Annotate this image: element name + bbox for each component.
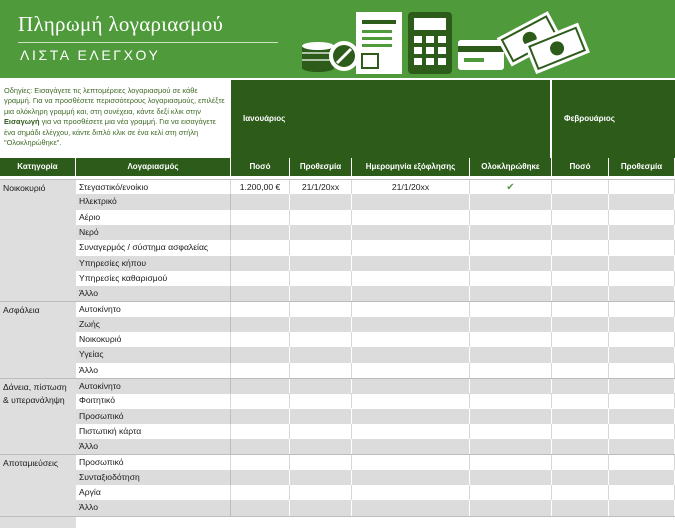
- amount-cell[interactable]: [231, 363, 290, 378]
- invoice-icon: [356, 12, 402, 74]
- bill-name-cell[interactable]: Προσωπικό: [76, 409, 231, 424]
- bill-name-cell[interactable]: Συνταξιοδότηση: [76, 470, 231, 485]
- amount2-cell[interactable]: [552, 225, 609, 240]
- done-cell[interactable]: [470, 409, 552, 424]
- amount2-cell[interactable]: [552, 332, 609, 347]
- amount-cell[interactable]: [231, 485, 290, 500]
- amount2-cell[interactable]: [552, 363, 609, 378]
- due-cell[interactable]: [290, 500, 352, 515]
- bill-name-cell[interactable]: Αυτοκίνητο: [76, 302, 231, 317]
- due-cell[interactable]: [290, 194, 352, 209]
- amount-cell[interactable]: [231, 225, 290, 240]
- amount-cell[interactable]: [231, 393, 290, 408]
- table-row[interactable]: [76, 424, 675, 439]
- amount2-cell[interactable]: [552, 240, 609, 255]
- done-cell[interactable]: [470, 424, 552, 439]
- due-cell[interactable]: [290, 240, 352, 255]
- table-header-row: [0, 158, 675, 176]
- paid-date-cell[interactable]: [352, 194, 470, 209]
- done-cell[interactable]: [470, 302, 552, 317]
- coins-icon: [302, 41, 359, 72]
- due2-cell[interactable]: [609, 317, 675, 332]
- amount-cell[interactable]: [231, 470, 290, 485]
- due2-cell[interactable]: [609, 302, 675, 317]
- paid-date-cell[interactable]: [352, 225, 470, 240]
- due-cell[interactable]: [290, 347, 352, 362]
- bill-name-cell[interactable]: Αυτοκίνητο: [76, 379, 231, 394]
- amount2-cell[interactable]: [552, 317, 609, 332]
- done-cell[interactable]: [470, 180, 552, 195]
- done-cell[interactable]: [470, 271, 552, 286]
- table-row[interactable]: [76, 317, 675, 332]
- paid-date-cell[interactable]: [352, 455, 470, 470]
- done-cell[interactable]: [470, 210, 552, 225]
- done-cell[interactable]: [470, 286, 552, 301]
- due2-cell[interactable]: [609, 286, 675, 301]
- bill-name-cell[interactable]: Άλλο: [76, 439, 231, 454]
- due-cell[interactable]: [290, 256, 352, 271]
- bill-name-cell[interactable]: Προσωπικό: [76, 455, 231, 470]
- due2-cell[interactable]: [609, 470, 675, 485]
- paid-date-cell[interactable]: [352, 470, 470, 485]
- category-cell[interactable]: Δάνεια, πίστωση & υπερανάληψη: [0, 378, 76, 455]
- table-row[interactable]: [76, 225, 675, 240]
- bill-name-cell[interactable]: Άλλο: [76, 363, 231, 378]
- table-row[interactable]: [76, 240, 675, 255]
- table-row[interactable]: [76, 409, 675, 424]
- paid-date-cell[interactable]: [352, 485, 470, 500]
- done-cell[interactable]: [470, 470, 552, 485]
- paid-date-cell[interactable]: [352, 332, 470, 347]
- amount-cell[interactable]: [231, 347, 290, 362]
- finance-illustration-icon: [296, 6, 596, 76]
- month-band-january: [231, 80, 550, 158]
- due-cell[interactable]: [290, 424, 352, 439]
- table-row[interactable]: [76, 500, 675, 515]
- table-row[interactable]: [76, 271, 675, 286]
- done-cell[interactable]: [470, 240, 552, 255]
- table-row[interactable]: [76, 470, 675, 485]
- done-cell[interactable]: [470, 379, 552, 394]
- amount2-cell[interactable]: [552, 409, 609, 424]
- month-band-february: [552, 80, 675, 158]
- category-cell[interactable]: Αποταμιεύσεις: [0, 454, 76, 515]
- bill-name-cell[interactable]: Νερό: [76, 225, 231, 240]
- done-cell[interactable]: [470, 439, 552, 454]
- paid-date-cell[interactable]: [352, 210, 470, 225]
- due2-cell[interactable]: [609, 210, 675, 225]
- paid-date-cell[interactable]: [352, 302, 470, 317]
- paid-date-cell[interactable]: [352, 409, 470, 424]
- table-row[interactable]: [76, 256, 675, 271]
- due2-cell[interactable]: [609, 393, 675, 408]
- paid-date-cell[interactable]: [352, 439, 470, 454]
- category-cell[interactable]: Ασφάλεια: [0, 301, 76, 378]
- paid-date-cell[interactable]: [352, 317, 470, 332]
- amount2-cell[interactable]: [552, 379, 609, 394]
- amount-cell[interactable]: [231, 439, 290, 454]
- checkmark-icon: ✔: [506, 182, 515, 193]
- header-banner: [0, 0, 675, 78]
- amount-cell[interactable]: [231, 332, 290, 347]
- bill-name-cell[interactable]: Άλλο: [76, 286, 231, 301]
- bill-name-cell[interactable]: Φοιτητικό: [76, 393, 231, 408]
- month-label-january: Ιανουάριος: [243, 114, 286, 123]
- table-row[interactable]: [76, 301, 675, 317]
- amount2-cell[interactable]: [552, 210, 609, 225]
- bill-name-cell[interactable]: Πιστωτική κάρτα: [76, 424, 231, 439]
- table-row[interactable]: [76, 378, 675, 394]
- due2-cell[interactable]: [609, 256, 675, 271]
- done-cell[interactable]: [470, 194, 552, 209]
- page-subtitle: ΛΙΣΤΑ ΕΛΕΓΧΟΥ: [20, 47, 161, 63]
- amount-cell[interactable]: [231, 256, 290, 271]
- amount2-cell[interactable]: [552, 470, 609, 485]
- amount2-cell[interactable]: [552, 424, 609, 439]
- done-cell[interactable]: [470, 455, 552, 470]
- done-cell[interactable]: [470, 332, 552, 347]
- paid-date-cell[interactable]: [352, 271, 470, 286]
- table-row[interactable]: [76, 439, 675, 454]
- due2-cell[interactable]: [609, 194, 675, 209]
- paid-date-cell[interactable]: [352, 347, 470, 362]
- month-label-february: Φεβρουάριος: [564, 114, 615, 123]
- table-row[interactable]: [76, 210, 675, 225]
- table-row[interactable]: [76, 286, 675, 301]
- bill-name-cell[interactable]: Αέριο: [76, 210, 231, 225]
- paid-date-cell[interactable]: [352, 363, 470, 378]
- due-cell[interactable]: [290, 379, 352, 394]
- due2-cell[interactable]: [609, 180, 675, 195]
- table-row[interactable]: [76, 393, 675, 408]
- bill-name-cell[interactable]: Άλλο: [76, 500, 231, 515]
- amount-cell[interactable]: 1.200,00 €: [231, 180, 290, 195]
- col-header-paid-date[interactable]: Ημερομηνία εξόφλησης: [352, 158, 470, 176]
- amount2-cell[interactable]: [552, 256, 609, 271]
- due2-cell[interactable]: [609, 363, 675, 378]
- bill-name-cell[interactable]: Στεγαστικό/ενοίκιο: [76, 180, 231, 195]
- bill-name-cell[interactable]: Ζωής: [76, 317, 231, 332]
- due-cell[interactable]: [290, 286, 352, 301]
- amount2-cell[interactable]: [552, 194, 609, 209]
- amount-cell[interactable]: [231, 194, 290, 209]
- amount2-cell[interactable]: [552, 302, 609, 317]
- due-cell[interactable]: [290, 210, 352, 225]
- table-row[interactable]: [76, 363, 675, 378]
- paid-date-cell[interactable]: [352, 256, 470, 271]
- due2-cell[interactable]: [609, 485, 675, 500]
- table-row[interactable]: [76, 179, 675, 195]
- due2-cell[interactable]: [609, 379, 675, 394]
- table-row[interactable]: [76, 516, 675, 532]
- amount-cell[interactable]: [231, 455, 290, 470]
- done-cell[interactable]: [470, 256, 552, 271]
- due2-cell[interactable]: [609, 439, 675, 454]
- due-cell[interactable]: [290, 470, 352, 485]
- due-cell[interactable]: [290, 332, 352, 347]
- due-cell[interactable]: [290, 393, 352, 408]
- bill-name-cell[interactable]: Συναγερμός / σύστημα ασφαλείας: [76, 240, 231, 255]
- done-cell[interactable]: [470, 225, 552, 240]
- calculator-icon: [408, 12, 452, 74]
- done-cell[interactable]: [470, 393, 552, 408]
- amount-cell[interactable]: [231, 286, 290, 301]
- col-header-due[interactable]: Προθεσμία: [290, 158, 352, 176]
- done-cell[interactable]: [470, 485, 552, 500]
- col-header-done[interactable]: Ολοκληρώθηκε: [470, 158, 552, 176]
- amount-cell[interactable]: [231, 317, 290, 332]
- paid-date-cell[interactable]: [352, 379, 470, 394]
- table-row[interactable]: [76, 454, 675, 470]
- table-row[interactable]: [76, 347, 675, 362]
- amount-cell[interactable]: [231, 424, 290, 439]
- col-header-amount[interactable]: Ποσό: [231, 158, 290, 176]
- table-row[interactable]: [76, 194, 675, 209]
- done-cell[interactable]: [470, 500, 552, 515]
- due-cell[interactable]: [290, 409, 352, 424]
- due-cell[interactable]: [290, 271, 352, 286]
- amount2-cell[interactable]: [552, 286, 609, 301]
- due2-cell[interactable]: [609, 409, 675, 424]
- amount2-cell[interactable]: [552, 271, 609, 286]
- due-cell[interactable]: [290, 485, 352, 500]
- amount-cell[interactable]: [231, 302, 290, 317]
- bill-name-cell[interactable]: Ηλεκτρικό: [76, 194, 231, 209]
- bill-name-cell[interactable]: Υπηρεσίες καθαρισμού: [76, 271, 231, 286]
- bill-name-cell[interactable]: Υγείας: [76, 347, 231, 362]
- instructions-text: Οδηγίες: Εισαγάγετε τις λεπτομέρειες λογαριασμού σε κάθε γραμμή. Για να προσθέσετε περισσότερους λογαριασμούς, επιλέξτε μια ολόκληρη γραμμή και, στη συνέχεια, κάντε δεξί κλικ στην Εισαγωγή για να προσθέσετε μια νέα γραμμή. Για να εισαγάγετε ένα σημάδι ελέγχου, κάντε διπλό κλικ σε ένα κελί στη στήλη "Ολοκληρώθηκε".: [4, 86, 225, 148]
- due2-cell[interactable]: [609, 225, 675, 240]
- amount2-cell[interactable]: [552, 439, 609, 454]
- due-cell[interactable]: [290, 225, 352, 240]
- amount-cell[interactable]: [231, 240, 290, 255]
- paid-date-cell[interactable]: [352, 424, 470, 439]
- title-divider: [18, 42, 278, 43]
- amount2-cell[interactable]: [552, 180, 609, 195]
- amount2-cell[interactable]: [552, 347, 609, 362]
- amount2-cell[interactable]: [552, 393, 609, 408]
- bill-name-cell[interactable]: Νοικοκυριό: [76, 332, 231, 347]
- col-header-category[interactable]: Κατηγορία: [0, 158, 76, 176]
- done-cell[interactable]: [470, 363, 552, 378]
- done-cell[interactable]: [470, 347, 552, 362]
- credit-card-icon: [458, 40, 504, 70]
- category-cell[interactable]: [0, 516, 76, 528]
- paid-date-cell[interactable]: [352, 393, 470, 408]
- paid-date-cell[interactable]: [352, 286, 470, 301]
- due2-cell[interactable]: [609, 240, 675, 255]
- due-cell[interactable]: [290, 302, 352, 317]
- due2-cell[interactable]: [609, 332, 675, 347]
- amount-cell[interactable]: [231, 379, 290, 394]
- due2-cell[interactable]: [609, 347, 675, 362]
- amount2-cell[interactable]: [552, 455, 609, 470]
- table-row[interactable]: [76, 332, 675, 347]
- due-cell[interactable]: [290, 439, 352, 454]
- table-row[interactable]: [76, 485, 675, 500]
- amount-cell[interactable]: [231, 210, 290, 225]
- due-cell[interactable]: [290, 363, 352, 378]
- page-title: Πληρωμή λογαριασμού: [18, 12, 224, 36]
- category-cell[interactable]: Νοικοκυριό: [0, 179, 76, 301]
- paid-date-cell[interactable]: [352, 240, 470, 255]
- bill-name-cell[interactable]: Υπηρεσίες κήπου: [76, 256, 231, 271]
- col-header-amount-feb[interactable]: Ποσό: [552, 158, 609, 176]
- paid-date-cell[interactable]: [352, 500, 470, 515]
- due2-cell[interactable]: [609, 455, 675, 470]
- amount-cell[interactable]: [231, 500, 290, 515]
- due-cell[interactable]: [290, 317, 352, 332]
- col-header-due-feb[interactable]: Προθεσμία: [609, 158, 675, 176]
- amount2-cell[interactable]: [552, 485, 609, 500]
- due-cell[interactable]: [290, 455, 352, 470]
- due2-cell[interactable]: [609, 500, 675, 515]
- due-cell[interactable]: 21/1/20xx: [290, 180, 352, 195]
- amount-cell[interactable]: [231, 271, 290, 286]
- bill-name-cell[interactable]: Αργία: [76, 485, 231, 500]
- paid-date-cell[interactable]: 21/1/20xx: [352, 180, 470, 195]
- amount2-cell[interactable]: [552, 500, 609, 515]
- amount-cell[interactable]: [231, 409, 290, 424]
- due2-cell[interactable]: [609, 271, 675, 286]
- col-header-bill[interactable]: Λογαριασμός: [76, 158, 231, 176]
- due2-cell[interactable]: [609, 424, 675, 439]
- done-cell[interactable]: [470, 317, 552, 332]
